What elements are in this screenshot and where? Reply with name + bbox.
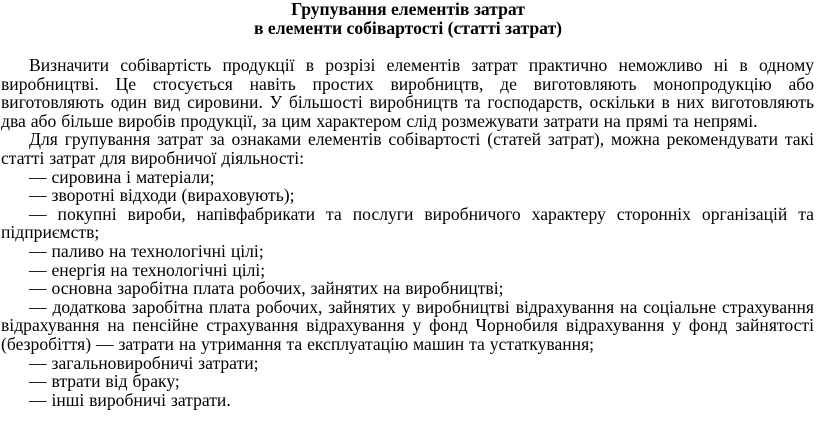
document-title bbox=[0, 0, 816, 37]
list-item: — покупні вироби, напівфабрикати та послуги виробничого характеру сторонніх організацій та підприємств; bbox=[1, 203, 814, 243]
list-item: — додаткова заробітна плата робочих, зайнятих у виробництві відрахування на соціальне страхування відрахування на пенсійне страхування відрахування у фонд Чорнобиля відрахування у фонд зайнятості (безробіття) — затрати на утримання та експлуатацію машин та устаткування; bbox=[1, 296, 814, 354]
list-item: — інші виробничі затрати. bbox=[29, 389, 231, 410]
list-item: — паливо на технологічні цілі; bbox=[29, 240, 264, 261]
list-item: — сировина і матеріали; bbox=[29, 166, 215, 187]
title-line-1: Групування елементів затрат bbox=[291, 0, 525, 19]
list-item: — загальновиробничі затрати; bbox=[29, 352, 259, 373]
paragraph-2: Для групування затрат за ознаками елементів собівартості (статей затрат), можна рекомендувати такі статті затрат для виробничої діяльності: bbox=[1, 129, 814, 168]
list-item: — основна заробітна плата робочих, зайнятих на виробництві; bbox=[29, 278, 504, 299]
cost-items-list bbox=[1, 168, 814, 410]
title-line-2: в елементи собівартості (статті затрат) bbox=[254, 17, 562, 38]
list-item: — енергія на технологічні цілі; bbox=[29, 259, 266, 280]
list-item: — зворотні відходи (вираховують); bbox=[29, 185, 295, 206]
list-item: — втрати від браку; bbox=[29, 371, 180, 392]
paragraph-1: Визначити собівартість продукції в розрізі елементів затрат практично неможливо ні в одному виробництві. Це стосується навіть простих виробництв, де виготовляють монопродукцію або виготовляють один вид сировини. У більшості виробництв та господарств, оскільки в них виготовляють два або більше виробів продукції, за цим характером слід розмежувати затрати на прямі та непрямі. bbox=[1, 55, 814, 131]
document-body bbox=[0, 56, 816, 409]
